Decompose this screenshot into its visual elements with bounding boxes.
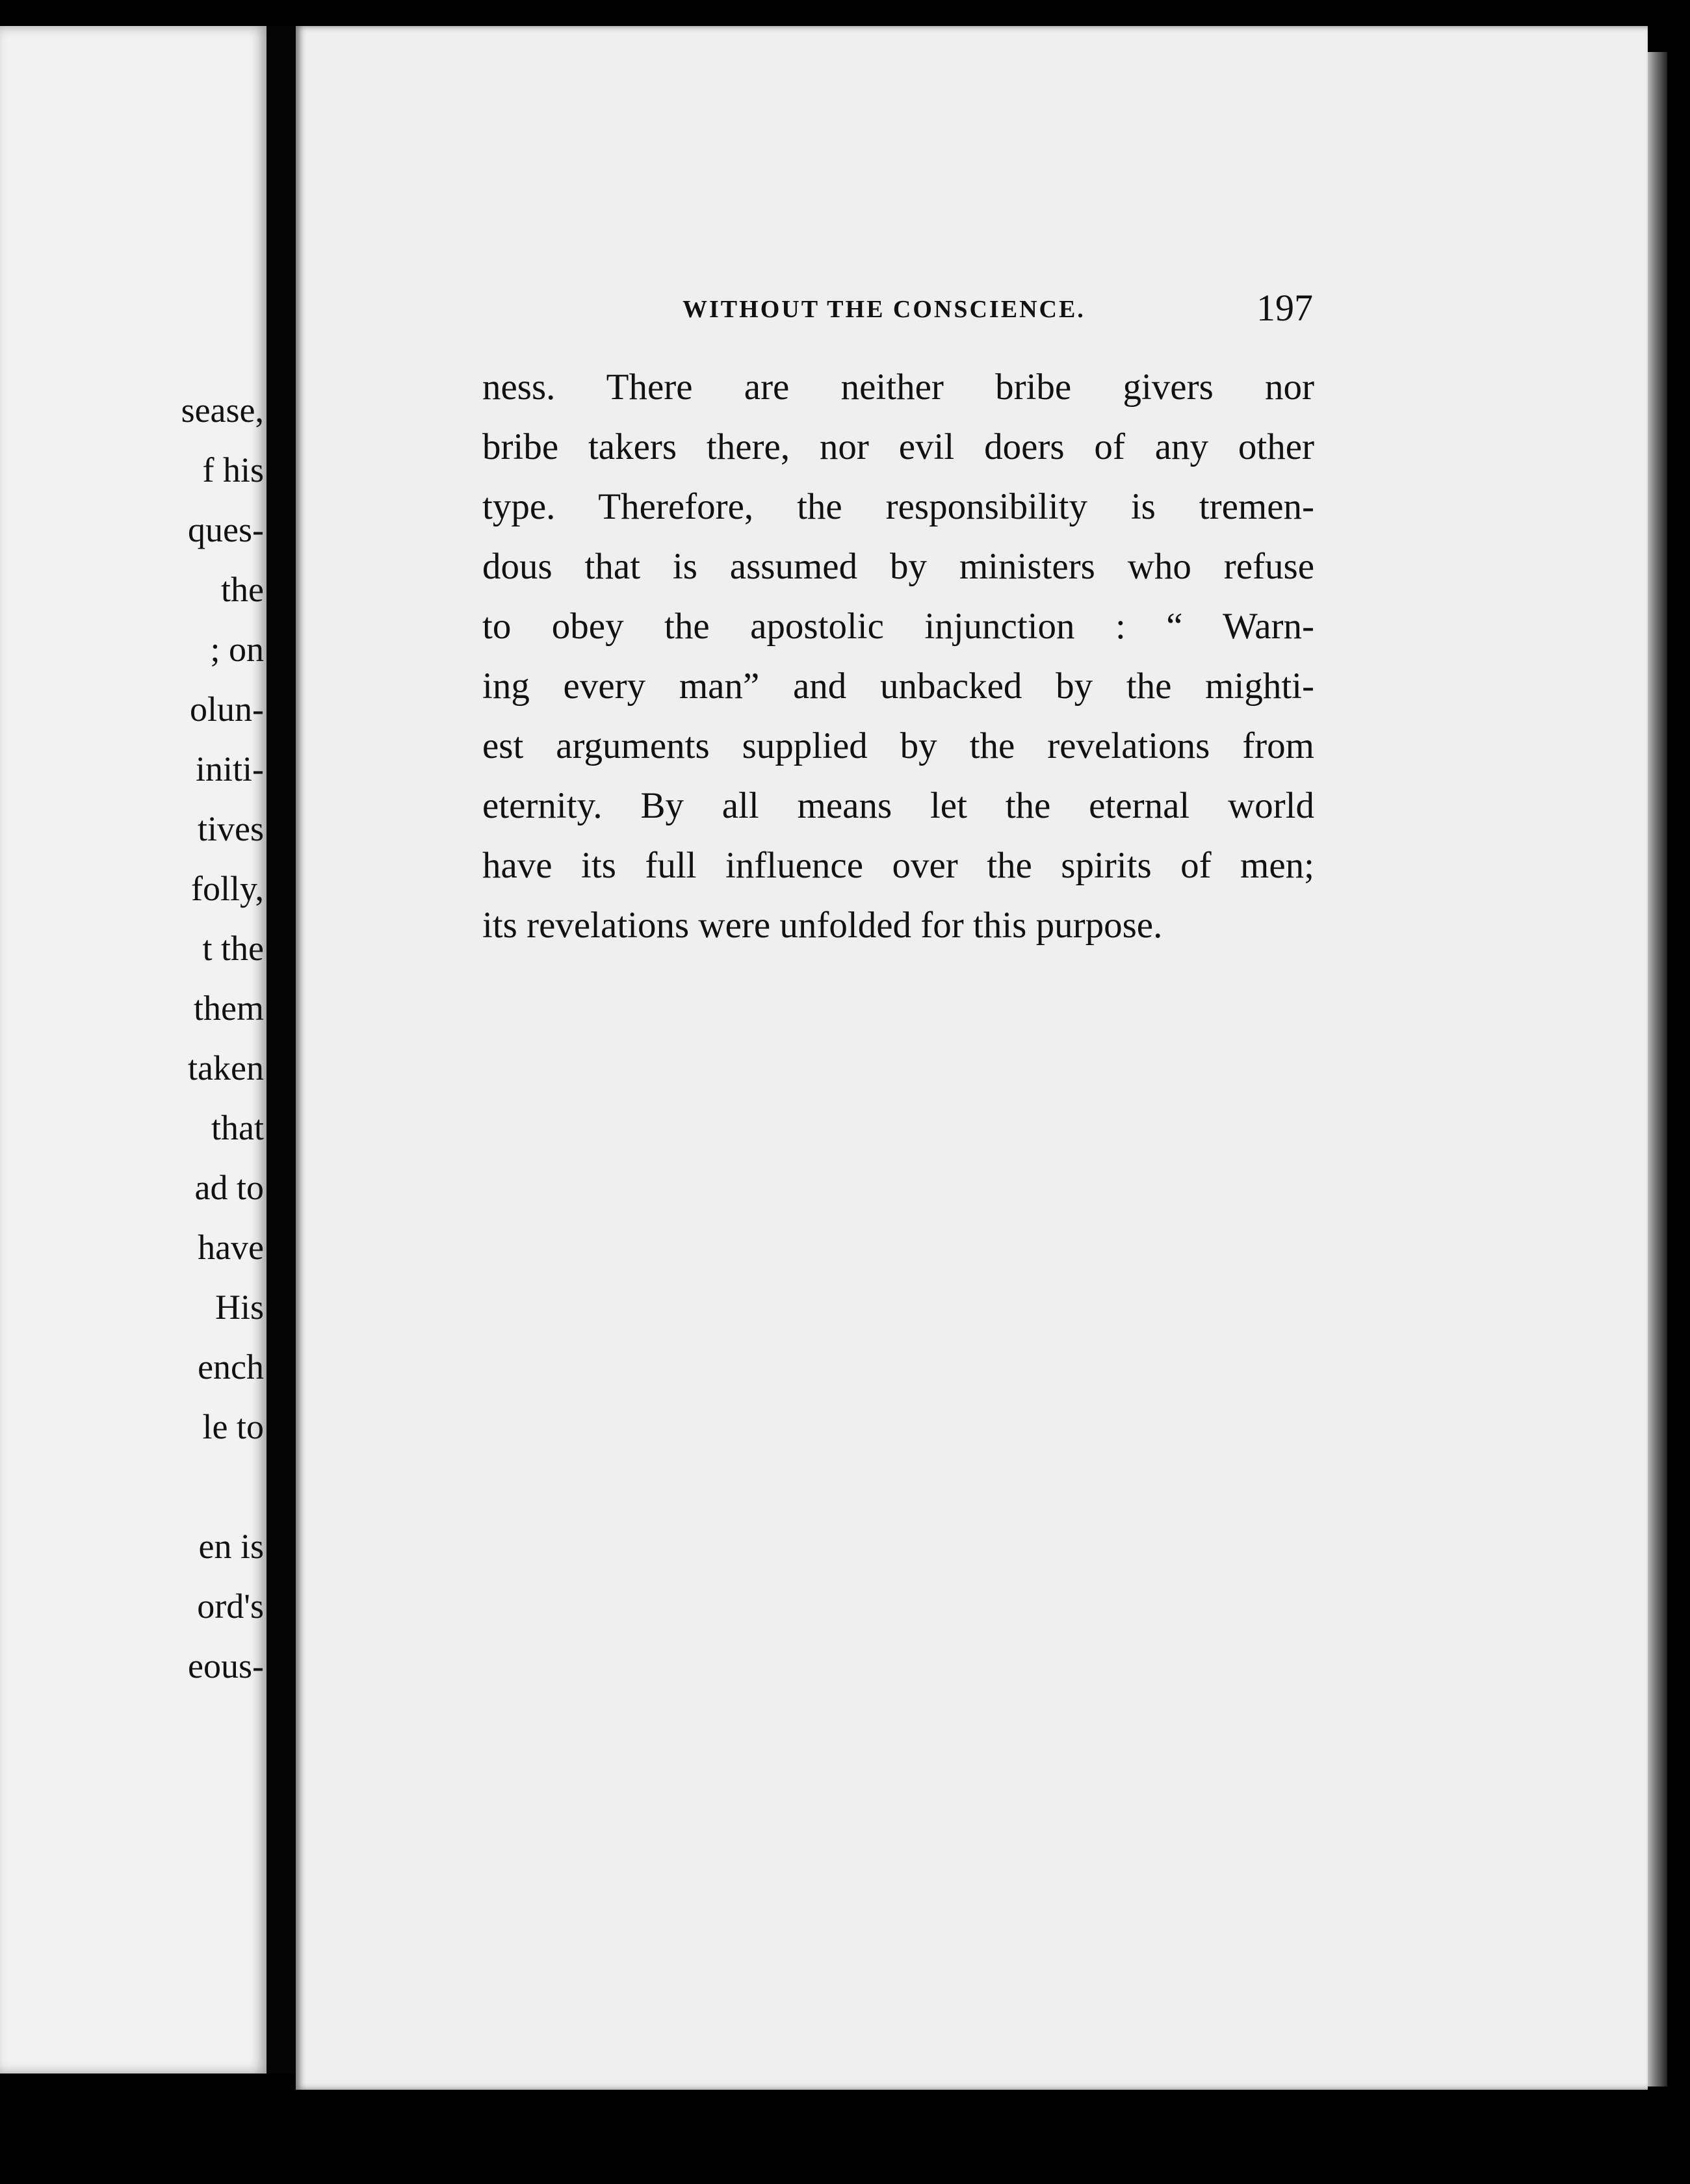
facing-page [0, 26, 266, 2074]
facing-page-line: sease, [181, 391, 264, 430]
body-text [482, 358, 1314, 956]
text-line: eternity. By all means let the eternal world [482, 785, 1314, 826]
page-edge [1648, 52, 1667, 2086]
facing-page-line: ; on [210, 630, 264, 669]
text-line: its revelations were unfolded for this purpose. [482, 905, 1163, 946]
facing-page-line: olun- [190, 690, 264, 729]
facing-page-line: His [214, 1288, 264, 1327]
facing-page-line: tives [198, 809, 264, 848]
facing-page-line: ques- [188, 510, 264, 549]
facing-page-line: t the [202, 929, 264, 968]
page-number: 197 [1256, 287, 1313, 329]
facing-page-line: folly, [191, 869, 264, 908]
page-header [682, 286, 1313, 338]
facing-page-line: ench [198, 1347, 264, 1386]
facing-page-line: eous- [188, 1646, 264, 1685]
facing-page-line: have [198, 1228, 264, 1267]
facing-page-line: f his [202, 450, 264, 489]
text-line: bribe takers there, nor evil doers of any other [482, 426, 1314, 467]
running-head: WITHOUT THE CONSCIENCE. [682, 296, 1086, 323]
text-line: dous that is assumed by ministers who refuse [482, 546, 1314, 587]
text-line: type. Therefore, the responsibility is tremen- [482, 486, 1314, 527]
facing-page-line: initi- [196, 749, 264, 788]
text-line: ness. There are neither bribe givers nor [482, 367, 1314, 408]
text-line: have its full influence over the spirits of men; [482, 845, 1314, 886]
text-line: to obey the apostolic injunction : “ Warn- [482, 606, 1314, 647]
facing-page-line: the [221, 570, 264, 609]
facing-page-line: le to [202, 1407, 264, 1446]
facing-page-line: them [194, 989, 264, 1028]
book-gutter [266, 26, 298, 2074]
text-line: ing every man” and unbacked by the mighti- [482, 666, 1314, 707]
text-line: est arguments supplied by the revelations from [482, 725, 1314, 766]
facing-page-line: that [211, 1108, 264, 1147]
facing-page-line: ord's [197, 1587, 264, 1626]
facing-page-line: taken [188, 1048, 264, 1087]
facing-page-line: en is [198, 1527, 264, 1566]
facing-page-line: ad to [194, 1168, 264, 1207]
